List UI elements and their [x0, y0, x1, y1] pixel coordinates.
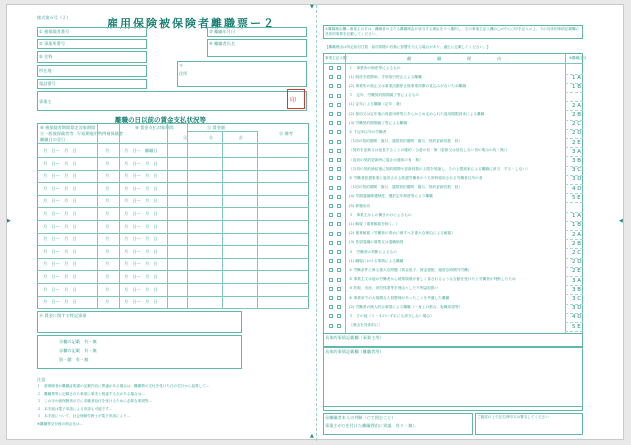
wage-row-line — [37, 195, 309, 196]
wage-row-pay-period[interactable]: 月 日～ 月 日 — [124, 248, 158, 254]
reason-item: (2) 事業所の廃止又は事業活動停止後事業再開の見込みがないため離職 — [349, 83, 467, 88]
reason-item: １ 事業所の倒産等によるもの — [349, 65, 401, 70]
reason-item: （契約を更新又は延長することの確約・合意の有・無（更新又は延長しない旨の明示の有・無）） — [349, 148, 510, 153]
reason-checkbox-secondary[interactable] — [337, 296, 341, 300]
reason-checkbox-secondary[interactable] — [337, 195, 341, 199]
reason-checkbox-secondary[interactable] — [337, 287, 341, 291]
col-riyu-2: 職 — [437, 56, 442, 61]
detail-label-employer: 具体的事情記載欄（事業主用） — [325, 335, 384, 340]
wage-row-pay-period[interactable]: 月 日～ 月 日 — [124, 173, 158, 179]
reason-checkbox[interactable] — [329, 121, 333, 125]
reason-checkbox-secondary[interactable] — [337, 259, 341, 263]
reason-code: 2 E — [572, 139, 581, 146]
reason-checkbox-secondary[interactable] — [337, 186, 341, 190]
reason-checkbox-secondary[interactable] — [337, 213, 341, 217]
reason-checkbox[interactable] — [329, 324, 333, 328]
reason-checkbox-secondary[interactable] — [337, 94, 341, 98]
wage-row-month[interactable]: 月 — [105, 173, 110, 179]
reason-checkbox[interactable] — [329, 314, 333, 318]
wage-row-period[interactable]: 月 日～ 月 日 — [43, 236, 77, 242]
wage-row-period[interactable]: 月 日～ 月 日 — [43, 185, 77, 191]
notes-heading: 注意 — [37, 377, 46, 382]
reason-item: （当初の契約締結後に契約期間や更新回数の上限を短縮し、その上限到来による離職に該当 する・しない） — [349, 166, 530, 171]
stamp-mark: 印 — [290, 97, 297, 104]
label-office-name: ⑤ 名称 — [39, 54, 53, 59]
note-line: ３ このほか被保険者の方に求職者給付を受けるために必要な事項等… — [37, 399, 152, 403]
reason-checkbox-secondary[interactable] — [337, 112, 341, 116]
reason-checkbox[interactable] — [329, 250, 333, 254]
wage-row-line — [37, 182, 309, 183]
wage-row-period[interactable]: 月 日～ 月 日 — [43, 160, 77, 166]
reason-divider — [565, 92, 583, 93]
reason-checkbox[interactable] — [329, 287, 333, 291]
wage-header-f: ⑬ 備考 — [279, 131, 293, 136]
employer-box[interactable] — [37, 91, 307, 111]
wage-row-pay-period[interactable]: 月 日～ 月 日 — [124, 211, 158, 216]
reason-checkbox-secondary[interactable] — [337, 305, 341, 309]
wage-row-line — [37, 283, 309, 284]
reason-code: 2 B — [572, 240, 582, 247]
reason-checkbox-secondary[interactable] — [337, 324, 341, 328]
reason-checkbox[interactable] — [329, 176, 333, 180]
col-riyu-4: 由 — [497, 56, 502, 61]
reason-checkbox[interactable] — [329, 222, 333, 226]
reason-code: 3 D — [572, 176, 582, 183]
reason-checkbox-secondary[interactable] — [337, 140, 341, 144]
form-title: 雇用保険被保険者離職票ー２ — [107, 17, 276, 30]
reason-code: 3 D — [572, 305, 582, 312]
wage-header-general: ⓐ一般被保険者等 — [40, 131, 74, 136]
wage-header-total: 計 — [239, 135, 244, 140]
reason-checkbox-secondary[interactable] — [337, 222, 341, 226]
wage-header-a-col: Ⓐ — [183, 135, 188, 140]
note-line: ５ 本手続について、社会保険労務士が電子申請により… — [37, 414, 131, 418]
wage-row-period[interactable]: 月 日～ 月 日 — [43, 299, 77, 305]
reason-item: ４ 労働者の判断によるもの — [349, 249, 397, 254]
wage-header-a: ⑧ 被保険者期間算定対象期間 — [40, 125, 96, 130]
form-number: 様式第６号（２） — [37, 15, 71, 20]
reason-item: （理由を具体的に） — [349, 323, 383, 328]
wage-row-pay-period[interactable]: 月 日～ 月 日 — [124, 299, 158, 305]
reason-checkbox[interactable] — [329, 213, 333, 217]
reason-checkbox-secondary[interactable] — [337, 176, 341, 180]
wage-row-pay-period[interactable]: 月 日～ 月 日 — [124, 198, 158, 204]
reason-checkbox[interactable] — [329, 66, 333, 70]
reason-checkbox[interactable] — [329, 232, 333, 236]
reason-checkbox-secondary[interactable] — [337, 278, 341, 282]
wage-row-pay-period[interactable]: 月 日～ 月 日 — [124, 274, 158, 279]
reason-item: （直前の契約更新時に雇止め通知の有・無） — [349, 157, 423, 162]
reason-code: 5 E — [572, 323, 581, 330]
reason-checkbox-secondary[interactable] — [337, 103, 341, 107]
wage-row-pay-period[interactable]: 月 日～ 月 日 — [124, 261, 158, 267]
reason-checkbox-secondary[interactable] — [337, 232, 341, 236]
reason-item: (3) 希望退職の募集又は退職勧奨 — [349, 240, 404, 245]
wage-row-line — [37, 245, 309, 246]
reason-sub-text: 【離職理由は所定給付日数・給付制限の有無に影響を与える場合があり、適正に記載してください。】 — [325, 45, 491, 49]
reason-checkbox[interactable] — [329, 103, 333, 107]
note-line: ４ 本手続は電子申請による申請も可能です… — [37, 406, 113, 411]
reason-checkbox[interactable] — [329, 130, 333, 134]
reason-header-text: ①離職理由欄…事業主の方は、離職者の主たる離職理由が該当する理由を１つ選択し、左の事業主記入欄の□の中に○印を記入の上、下の具体的事情記載欄に具体的事情を記載してください。 — [325, 27, 580, 36]
reason-checkbox[interactable] — [329, 195, 333, 199]
check-item-2[interactable]: ⑯欄の記載 有・無 — [59, 348, 97, 353]
reason-checkbox-secondary[interactable] — [337, 149, 341, 153]
reason-checkbox[interactable] — [329, 259, 333, 263]
wage-row-pay-period[interactable]: 月 日～ 離職日 — [124, 148, 158, 153]
reason-checkbox[interactable] — [329, 186, 333, 190]
label-date: ③ 離職年月日 — [209, 29, 236, 34]
wage-row-month[interactable]: 月 — [105, 223, 110, 229]
wage-row-pay-period[interactable]: 月 日～ 月 日 — [124, 185, 158, 191]
reason-divider — [565, 331, 583, 332]
label-phone: 電話番号 — [39, 81, 56, 86]
reason-code: 4 D — [572, 185, 582, 192]
reason-code: 2 D — [572, 259, 582, 266]
reason-checkbox[interactable] — [329, 167, 333, 171]
col-riyu-3: 理 — [467, 56, 472, 61]
reason-item: (3) 労働契約期間満了等による離職 — [349, 120, 408, 125]
reason-code: 1 B — [572, 84, 582, 91]
reason-item: (1) 倒産手続開始、手形取引停止による離職 — [349, 74, 422, 79]
wage-row-pay-period[interactable]: 月 日～ 月 日 — [124, 286, 158, 292]
reason-item: ② 労働者派遣事業に雇用される派遣労働者のうち常時雇用される労働者以外の者 — [349, 175, 483, 180]
page-divider — [316, 5, 317, 441]
reason-item: (2) 採用又は定年後の再雇用時等にあらかじめ定められた雇用期限到来による離職 — [349, 111, 485, 116]
reason-code: 3 B — [572, 158, 582, 164]
label-name: ④ 離職者氏名 — [209, 41, 236, 46]
col-jigyo: 事業主記入欄 — [325, 56, 347, 60]
wage-row-pay-period[interactable]: 月 日～ 月 日 — [124, 160, 158, 166]
label-location: 所在地 — [39, 68, 52, 73]
reason-item: (1) 職場における事情による離職 — [349, 258, 404, 263]
reason-item: （1回の契約期間 箇月、通算契約期間 箇月、契約更新回数 回） — [349, 139, 462, 144]
reason-code: 3 A — [572, 148, 582, 155]
wage-row-period[interactable]: 月 日～ 月 日 — [43, 173, 77, 179]
wage-row-month[interactable]: 月 — [105, 261, 110, 267]
check-item-3[interactable]: 資・聴 有・無 — [59, 357, 89, 362]
wage-row-period[interactable]: 月 日～ 月 日 — [43, 274, 77, 279]
office-name-box[interactable] — [37, 51, 147, 63]
label-insured-no: ① 被保険者番号 — [39, 29, 70, 34]
reason-item: (2) 重責解雇（労働者の責めに帰すべき重大な理由による解雇） — [349, 231, 455, 236]
wage-row-line — [37, 170, 309, 171]
registration-mark-bottom: ▲ — [310, 433, 314, 439]
reason-divider — [565, 202, 583, 203]
reason-code: 3 C — [572, 167, 582, 174]
wage-row-month[interactable]: 月 — [105, 248, 110, 254]
registration-mark-left: ▶ — [7, 218, 11, 224]
wage-row-line — [37, 296, 309, 297]
note-line: １ 被保険者が離職証明書の記載内容に異議がある場合は、離職票の交付を受けた日の翌日から起算して… — [37, 384, 210, 388]
reason-checkbox-secondary[interactable] — [337, 121, 341, 125]
reason-code: 4 D — [572, 314, 582, 321]
col-riyu-1: 離 — [407, 56, 412, 61]
reason-code: 2 E — [572, 268, 581, 275]
reason-item: ④ 事業所での大規模な人員整理があったことを考慮した離職 — [349, 295, 450, 300]
reason-code: 2 A — [572, 231, 582, 238]
note-line: ２ 離職票等に記載された事項に事実と相違する点がある場合は… — [37, 391, 145, 396]
wage-row-pay-period[interactable]: 月 日～ 月 日 — [124, 236, 158, 242]
wage-header-short: ⓑ短期雇用特例被保険者 — [77, 131, 124, 136]
note-line: ※離職票交付後の照会先は… — [37, 421, 84, 426]
reason-checkbox-secondary[interactable] — [337, 314, 341, 318]
reason-checkbox[interactable] — [329, 149, 333, 153]
registration-mark-top: ▼ — [310, 4, 314, 10]
reason-code: 2 D — [572, 130, 582, 137]
bottom-right-sub: 事業主が○を付けた離職理由に異議 有り・無し — [325, 423, 417, 428]
reason-checkbox[interactable] — [329, 278, 333, 282]
wage-row-period[interactable]: 月 日～ 月 日 — [43, 248, 77, 254]
reason-item: ２ 定年、労働契約期間満了等によるもの — [349, 93, 420, 98]
reason-checkbox[interactable] — [329, 94, 333, 98]
reason-checkbox-secondary[interactable] — [337, 75, 341, 79]
reason-checkbox-secondary[interactable] — [337, 204, 341, 208]
reason-checkbox[interactable] — [329, 84, 333, 88]
wage-table — [37, 123, 309, 309]
special-notes-label: ⑭ 賃金に関する特記事項 — [39, 313, 87, 318]
reason-item: ５ その他（１－４のいずれにも該当しない場合） — [349, 313, 434, 318]
reason-item: ③ 妊娠、出産、育児休業等を理由とした不利益取扱い — [349, 286, 439, 291]
reason-checkbox[interactable] — [329, 305, 333, 309]
reason-checkbox[interactable] — [329, 158, 333, 162]
wage-row-line — [37, 157, 309, 158]
wage-header-c: ⑩ 賃金支払対象期間 — [135, 125, 174, 130]
wage-row-month[interactable]: 月 — [105, 286, 110, 292]
reason-code: 2 C — [572, 250, 582, 256]
reason-checkbox[interactable] — [329, 268, 333, 272]
reason-code: 1 B — [572, 222, 582, 229]
wage-row-month[interactable]: 月 — [105, 236, 110, 242]
wage-section-title: 離職の日以前の賃金支払状況等 — [115, 116, 206, 124]
form-page — [6, 4, 624, 440]
reason-item: （1回の契約期間 箇月、通算契約期間 箇月、契約更新回数 回） — [349, 185, 462, 190]
location-box[interactable] — [37, 65, 147, 77]
wage-row-line — [37, 258, 309, 259]
wage-row-month[interactable]: 月 — [105, 274, 110, 279]
wage-header-b-col: Ⓑ — [209, 135, 214, 140]
reason-item: ② 事業主又は他の労働者から就業環境が著しく害されるような言動を受けたと労働者が判断したため — [349, 277, 516, 282]
wage-row-month[interactable]: 月 — [105, 299, 110, 305]
reason-code: 3 B — [572, 286, 582, 293]
registration-mark-right: ◀ — [619, 218, 623, 224]
reason-item: ① 労働条件に係る重大な問題（賃金低下、賃金遅配、過度な時間外労働） — [349, 267, 472, 272]
red-stamp-box — [287, 89, 305, 109]
reason-item: ３ 事業主からの働きかけによるもの — [349, 212, 412, 217]
wage-row-month[interactable]: 月 — [105, 198, 110, 204]
reason-checkbox[interactable] — [329, 241, 333, 245]
wage-row-month[interactable]: 月 — [105, 211, 110, 216]
label-address: 住所 — [179, 71, 188, 76]
wage-row-line — [37, 270, 309, 271]
wage-row-month[interactable]: 月 — [105, 185, 110, 191]
label-postal: 〒 — [179, 63, 184, 68]
reason-item: (4) 早期退職優遇制度、選択定年制度等により離職 — [349, 194, 433, 199]
wage-row-pay-period[interactable]: 月 日～ 月 日 — [124, 223, 158, 229]
reason-code: 1 A — [572, 213, 582, 220]
reason-checkbox-secondary[interactable] — [337, 130, 341, 134]
reason-item: (5) 移籍出向 — [349, 203, 371, 208]
wage-row-period[interactable]: 月 日～ 月 日 — [43, 211, 77, 216]
address-box[interactable] — [177, 61, 307, 87]
reason-code: 2 C — [572, 121, 582, 128]
detail-box-employer[interactable] — [323, 333, 583, 347]
reason-code: 3 C — [572, 296, 582, 302]
wage-row-line — [37, 207, 309, 208]
reason-code: 2 B — [572, 112, 582, 118]
reason-checkbox[interactable] — [329, 112, 333, 116]
reason-code: 1 A — [572, 75, 582, 82]
wage-row-month[interactable]: 月 — [105, 148, 110, 153]
reason-checkbox-secondary[interactable] — [337, 268, 341, 272]
wage-row-month[interactable]: 月 — [105, 160, 110, 166]
wage-row-line — [37, 233, 309, 234]
wage-row-period[interactable]: 月 日～ 月 日 — [43, 223, 77, 229]
reason-checkbox-secondary[interactable] — [337, 66, 341, 70]
reason-item: (2) 労働者の個人的な事情による離職（一身上の都合、転職希望等） — [349, 304, 463, 309]
wage-header-e: ⑫ 賃金額 — [207, 125, 226, 130]
wage-header-day-after: 離職日の翌日 — [40, 137, 66, 142]
reason-code: 2 A — [572, 102, 582, 109]
detail-box-worker[interactable] — [323, 347, 583, 407]
wage-row-line — [37, 220, 309, 221]
reason-checkbox-secondary[interactable] — [337, 250, 341, 254]
wage-row-period[interactable]: 月 日～ 月 日 — [43, 148, 77, 153]
reason-checkbox-secondary[interactable] — [337, 158, 341, 162]
wage-row-period[interactable]: 月 日～ 月 日 — [43, 261, 77, 267]
reason-checkbox-secondary[interactable] — [337, 167, 341, 171]
reason-code: 3 A — [572, 277, 582, 284]
wage-row-period[interactable]: 月 日～ 月 日 — [43, 198, 77, 204]
reason-checkbox-secondary[interactable] — [337, 84, 341, 88]
bottom-right-label: ⑯離職者本人の判断（○で囲むこと） — [325, 415, 396, 420]
reason-checkbox[interactable] — [329, 204, 333, 208]
wage-row-period[interactable]: 月 日～ 月 日 — [43, 286, 77, 292]
col-code: ※離職区分 — [569, 56, 587, 60]
reason-checkbox[interactable] — [329, 140, 333, 144]
label-employer: 事業主 — [39, 99, 52, 104]
reason-code: 5 E — [572, 194, 581, 201]
reason-checkbox-secondary[interactable] — [337, 241, 341, 245]
check-item-1[interactable]: ⑮欄の記載 有・無 — [59, 339, 97, 344]
reason-item: (1) 定年による離職（定年 歳） — [349, 102, 404, 107]
reason-checkbox[interactable] — [329, 75, 333, 79]
reason-item: ① 下記②以外の労働者 — [349, 129, 387, 134]
reason-checkbox[interactable] — [329, 296, 333, 300]
bottom-right-note: ご確認の上で記名押印又は署名してください — [477, 415, 549, 419]
reason-item: (1) 解雇（重責解雇を除く。） — [349, 221, 400, 226]
detail-label-worker: 具体的事情記載欄（離職者用） — [325, 349, 384, 354]
wage-row-line — [37, 308, 309, 309]
label-office-no: ② 事業所番号 — [39, 41, 66, 46]
